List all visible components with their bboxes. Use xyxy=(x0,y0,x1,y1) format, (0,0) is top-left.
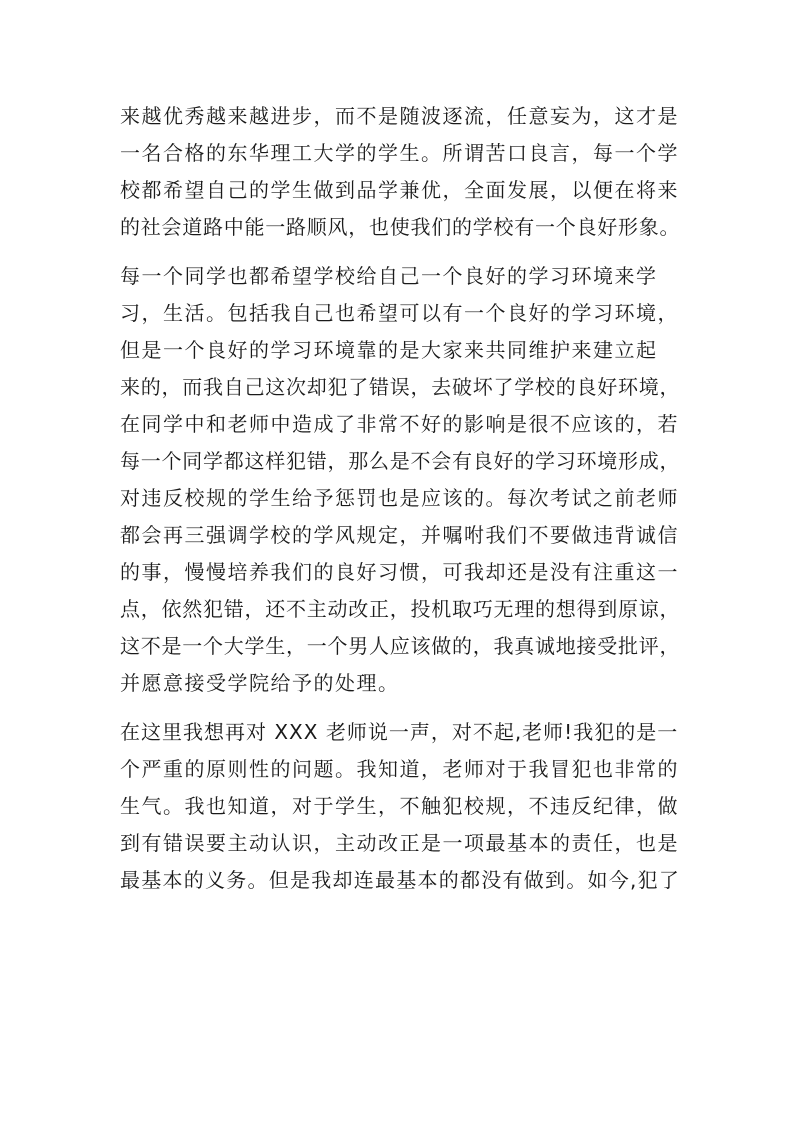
paragraph-2-line-9: 的事，慢慢培养我们的良好习惯，可我却还是没有注重这一 xyxy=(120,560,679,584)
paragraph-2-line-7: 对违反校规的学生给予惩罚也是应该的。每次考试之前老师 xyxy=(120,486,679,510)
paragraph-3-line-2: 个严重的原则性的问题。我知道，老师对于我冒犯也非常的 xyxy=(120,757,679,781)
paragraph-2-line-12: 并愿意接受学院给予的处理。 xyxy=(120,671,400,695)
paragraph-2-line-6: 每一个同学都这样犯错，那么是不会有良好的学习环境形成， xyxy=(120,449,681,473)
paragraph-1-line-2: 一名合格的东华理工大学的学生。所谓苦口良言，每一个学 xyxy=(120,141,679,165)
paragraph-3-line-3: 生气。我也知道，对于学生，不触犯校规，不违反纪律，做 xyxy=(120,794,679,818)
paragraph-2-line-5: 在同学中和老师中造成了非常不好的影响是很不应该的，若 xyxy=(120,412,679,436)
paragraph-2-line-1: 每一个同学也都希望学校给自己一个良好的学习环境来学 xyxy=(120,264,658,288)
paragraph-2-line-10: 点，依然犯错，还不主动改正，投机取巧无理的想得到原谅， xyxy=(120,597,681,621)
paragraph-2-line-8: 都会再三强调学校的学风规定，并嘱咐我们不要做违背诚信 xyxy=(120,523,679,547)
paragraph-2-line-4: 来的，而我自己这次却犯了错误，去破坏了学校的良好环境， xyxy=(120,375,681,399)
paragraph-2-line-2: 习，生活。包括我自己也希望可以有一个良好的学习环境， xyxy=(120,301,679,325)
paragraph-1-line-3: 校都希望自己的学生做到品学兼优，全面发展，以便在将来 xyxy=(120,178,679,202)
paragraph-2-line-3: 但是一个良好的学习环境靠的是大家来共同维护来建立起 xyxy=(120,338,658,362)
paragraph-3-line-5: 最基本的义务。但是我却连最基本的都没有做到。如今,犯了 xyxy=(120,868,681,892)
paragraph-3-line-1: 在这里我想再对 XXX 老师说一声，对不起,老师!我犯的是一 xyxy=(120,720,679,744)
paragraph-2-line-11: 这不是一个大学生，一个男人应该做的，我真诚地接受批评， xyxy=(120,634,681,658)
paragraph-3-line-4: 到有错误要主动认识，主动改正是一项最基本的责任，也是 xyxy=(120,831,679,855)
paragraph-1-line-1: 来越优秀越来越进步，而不是随波逐流，任意妄为，这才是 xyxy=(120,104,679,128)
paragraph-1-line-4: 的社会道路中能一路顺风，也使我们的学校有一个良好形象。 xyxy=(120,215,681,239)
